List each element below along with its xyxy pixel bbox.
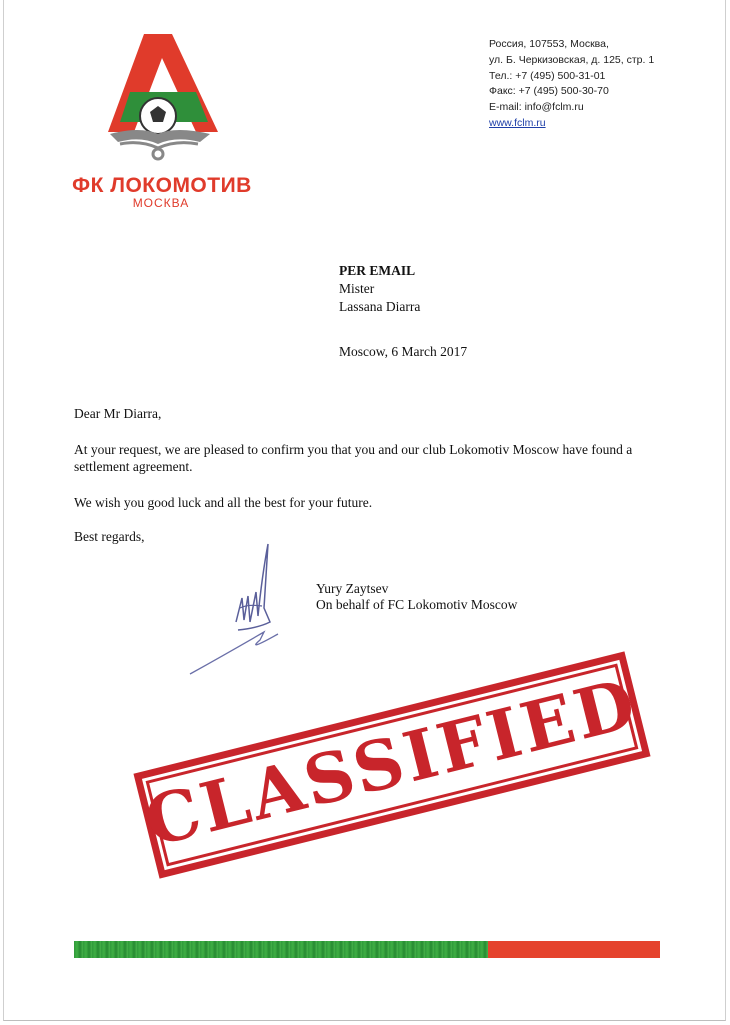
paragraph-wishes: We wish you good luck and all the best for your future.	[74, 495, 373, 510]
handwritten-signature	[186, 536, 306, 678]
paragraph-confirmation: At your request, we are pleased to confirm you that you and our club Lokomotiv Moscow have found a settlement agreement.	[74, 442, 633, 474]
greeting: Dear Mr Diarra,	[74, 406, 162, 421]
contact-fax: Факс: +7 (495) 500-30-70	[489, 85, 609, 98]
lokomotiv-emblem-icon	[100, 30, 260, 170]
contact-address-line1: Россия, 107553, Москва,	[489, 38, 609, 50]
contact-email: E-mail: info@fclm.ru	[489, 101, 584, 114]
signer-name: Yury Zaytsev	[316, 581, 389, 596]
contact-phone: Тел.: +7 (495) 500-31-01	[489, 69, 606, 82]
signer-block	[316, 581, 517, 613]
stamp-text: CLASSIFIED	[137, 663, 646, 863]
recipient-name: Lassana Diarra	[339, 299, 421, 314]
contact-website-link[interactable]: www.fclm.ru	[489, 116, 546, 129]
footer-stripe-green	[74, 941, 488, 958]
contact-address-line2: ул. Б. Черкизовская, д. 125, стр. 1	[489, 53, 655, 66]
contact-block	[489, 37, 654, 132]
club-name: ФК ЛОКОМОТИВ	[72, 174, 252, 197]
closing: Best regards,	[74, 529, 145, 544]
club-city: МОСКВА	[132, 196, 190, 210]
delivery-method: PER EMAIL	[339, 263, 416, 278]
signer-role: On behalf of FC Lokomotiv Moscow	[316, 597, 518, 612]
letter-date: Moscow, 6 March 2017	[339, 344, 468, 359]
recipient-block	[339, 262, 420, 316]
recipient-title: Mister	[339, 281, 375, 296]
footer-stripe-red	[488, 941, 660, 958]
